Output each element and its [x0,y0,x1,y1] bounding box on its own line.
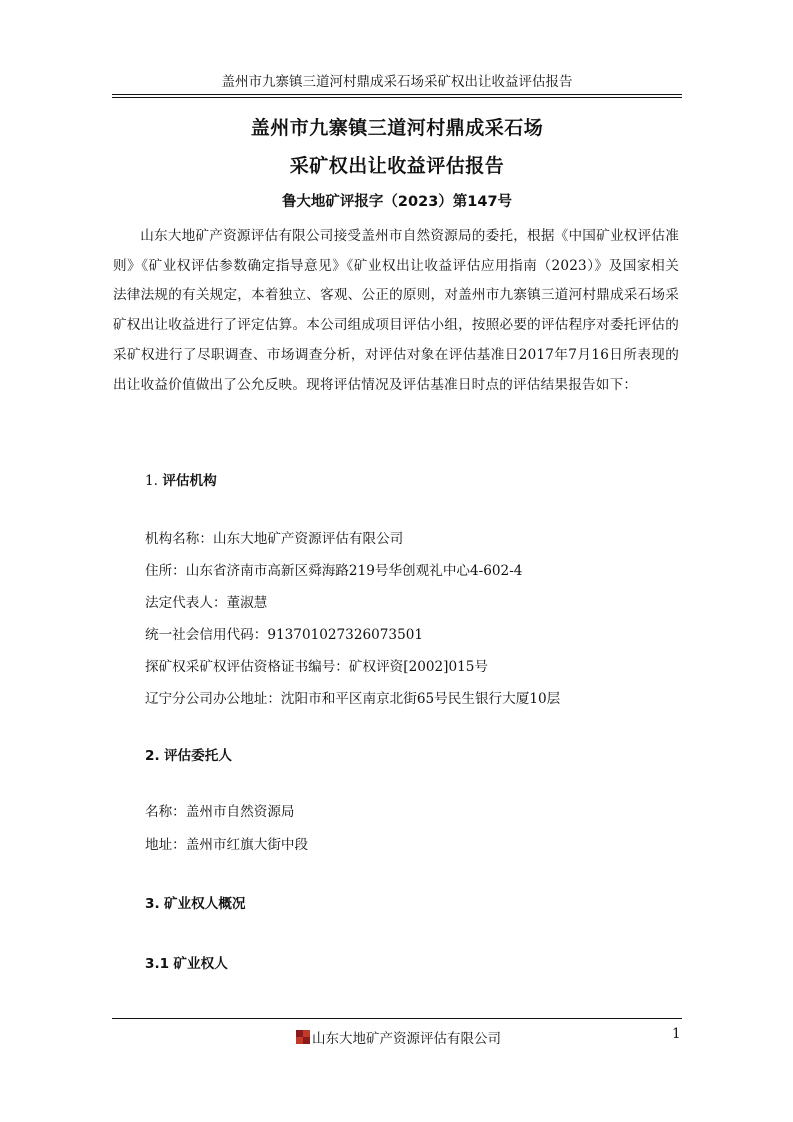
section-heading-3 [145,892,246,912]
document-title-line-2: 采矿权出让收益评估报告 [289,155,505,177]
info-line-certificate: 探矿权采矿权评估资格证书编号：矿权评资[2002]015号 [145,659,489,675]
section-number: 1. [145,473,158,489]
document-title-line-1: 盖州市九寨镇三道河村鼎成采石场 [250,117,544,139]
company-logo-icon [296,1030,310,1044]
section-number: 3. [145,896,160,912]
info-line-client-address: 地址：盖州市红旗大街中段 [145,837,309,853]
header-rule-thin [112,97,682,98]
info-line-credit-code: 统一社会信用代码：913701027326073501 [145,627,424,643]
section-title: 评估机构 [162,473,217,489]
logo-square [303,1030,310,1037]
info-line-org-name: 机构名称：山东大地矿产资源评估有限公司 [145,531,404,547]
section-number: 3.1 [145,956,170,972]
section-title: 矿业权人 [173,956,228,972]
logo-square [296,1030,303,1037]
footer-rule [112,1018,682,1019]
section-heading-2 [145,744,232,764]
info-line-address: 住所：山东省济南市高新区舜海路219号华创观礼中心4-602-4 [145,563,523,579]
intro-paragraph: 山东大地矿产资源评估有限公司接受盖州市自然资源局的委托，根据《中国矿业权评估准则》《矿业权评估参数确定指导意见》《矿业权出让收益评估应用指南（2023）》及国家相关法律法规的有关规定，本着独立、客观、公正的原则，对盖州市九寨镇三道河村鼎成采石场采矿权出让收益进行了评定估算。本公司组成项目评估小组，按照必要的评估程序对委托评估的采矿权进行了尽职调查、市场调查分析，对评估对象在评估基准日2017年7月16日所表现的出让收益价值做出了公允反映。现将评估情况及评估基准日时点的评估结果报告如下： [113,228,679,393]
document-number: 鲁大地矿评报字（2023）第147号 [281,194,513,210]
header-rule [112,94,682,95]
info-line-legal-rep: 法定代表人：董淑慧 [145,595,268,611]
section-number: 2. [145,748,160,764]
logo-square [296,1037,303,1044]
section-title: 矿业权人概况 [163,896,246,912]
info-line-branch-office: 辽宁分公司办公地址：沈阳市和平区南京北街65号民生银行大厦10层 [145,691,561,707]
section-heading-3-1 [145,952,228,972]
logo-square [303,1037,310,1044]
section-heading-1 [145,469,217,489]
page-number: 1 [672,1026,681,1042]
page-header: 盖州市九寨镇三道河村鼎成采石场采矿权出让收益评估报告 [221,74,573,90]
footer [296,1027,501,1047]
footer-company-name: 山东大地矿产资源评估有限公司 [312,1031,501,1047]
info-line-client-name: 名称：盖州市自然资源局 [145,804,295,820]
section-title: 评估委托人 [163,748,232,764]
